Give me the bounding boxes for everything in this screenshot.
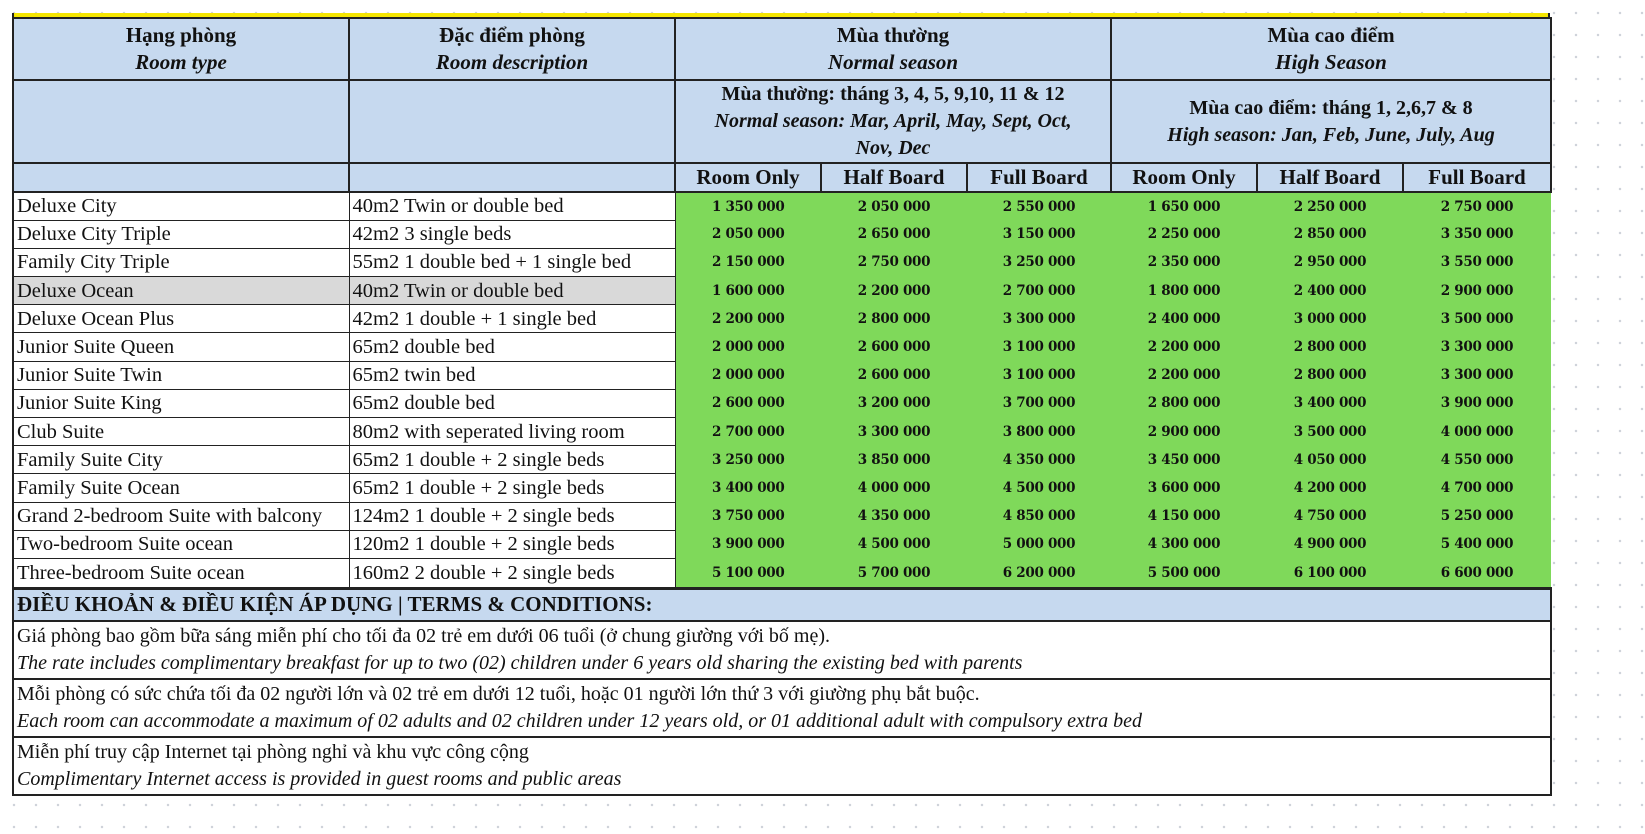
room-name: Deluxe Ocean Plus: [13, 305, 349, 333]
price-high-room-only: 3 450 000: [1111, 446, 1257, 474]
price-high-full-board: 3 900 000: [1403, 389, 1551, 417]
price-high-half-board: 2 950 000: [1257, 248, 1403, 276]
room-row: [13, 530, 1551, 558]
price-high-full-board: 4 700 000: [1403, 474, 1551, 502]
price-normal-full-board: 3 700 000: [967, 389, 1111, 417]
price-high-half-board: 4 750 000: [1257, 502, 1403, 530]
high-season-months: [1111, 80, 1551, 163]
room-rows: [13, 192, 1551, 588]
room-row: [13, 248, 1551, 276]
price-high-room-only: 2 900 000: [1111, 418, 1257, 446]
price-high-full-board: 4 550 000: [1403, 446, 1551, 474]
price-high-full-board: 2 750 000: [1403, 192, 1551, 220]
header-row-1: [13, 18, 1551, 80]
term-occupancy-en: Each room can accommodate a maximum of 02 adults and 02 children under 12 years old, or 01 additional adult with compulsory extra bed: [17, 710, 1143, 733]
price-high-room-only: 3 600 000: [1111, 474, 1257, 502]
price-normal-room-only: 2 000 000: [675, 361, 821, 389]
price-high-full-board: 2 900 000: [1403, 277, 1551, 305]
term-breakfast-en: The rate includes complimentary breakfast for up to two (02) children under 6 years old sharing the existing bed with parents: [17, 652, 1023, 675]
term-row: [13, 737, 1551, 795]
price-high-room-only: 4 150 000: [1111, 502, 1257, 530]
price-high-room-only: 2 200 000: [1111, 361, 1257, 389]
terms-section: [13, 588, 1551, 795]
price-high-half-board: 2 800 000: [1257, 333, 1403, 361]
price-high-full-board: 5 400 000: [1403, 530, 1551, 558]
room-description: 65m2 1 double + 2 single beds: [349, 474, 675, 502]
price-normal-room-only: 2 600 000: [675, 389, 821, 417]
plan-high-full-board: Full Board: [1403, 163, 1551, 192]
room-description: 40m2 Twin or double bed: [349, 277, 675, 305]
normal-season-header-en: Normal season: [827, 50, 959, 74]
term-row: [13, 679, 1551, 737]
room-name: Two-bedroom Suite ocean: [13, 530, 349, 558]
price-normal-half-board: 2 200 000: [821, 277, 967, 305]
room-description: 65m2 double bed: [349, 389, 675, 417]
room-name: Deluxe City: [13, 192, 349, 220]
room-row: [13, 220, 1551, 248]
price-high-half-board: 4 050 000: [1257, 446, 1403, 474]
room-description: 120m2 1 double + 2 single beds: [349, 530, 675, 558]
meal-plan-header-row: [13, 163, 1551, 192]
price-high-room-only: 5 500 000: [1111, 558, 1257, 588]
room-description-header-en: Room description: [435, 50, 589, 74]
price-high-room-only: 1 650 000: [1111, 192, 1257, 220]
room-name: Deluxe Ocean: [13, 277, 349, 305]
room-description-plan-blank: [349, 163, 675, 192]
normal-season-months-vi: Mùa thường: tháng 3, 4, 5, 9,10, 11 & 12: [721, 83, 1065, 105]
price-normal-room-only: 1 600 000: [675, 277, 821, 305]
price-high-room-only: 2 200 000: [1111, 333, 1257, 361]
price-high-half-board: 2 400 000: [1257, 277, 1403, 305]
price-high-half-board: 3 500 000: [1257, 418, 1403, 446]
room-name: Junior Suite Queen: [13, 333, 349, 361]
plan-normal-half-board: Half Board: [821, 163, 967, 192]
price-normal-room-only: 2 700 000: [675, 418, 821, 446]
price-normal-half-board: 2 750 000: [821, 248, 967, 276]
price-normal-full-board: 3 800 000: [967, 418, 1111, 446]
room-row: [13, 305, 1551, 333]
price-normal-half-board: 4 350 000: [821, 502, 967, 530]
price-normal-full-board: 4 350 000: [967, 446, 1111, 474]
room-name: Family Suite Ocean: [13, 474, 349, 502]
price-normal-full-board: 3 150 000: [967, 220, 1111, 248]
room-type-plan-blank: [13, 163, 349, 192]
price-normal-room-only: 3 900 000: [675, 530, 821, 558]
room-name: Junior Suite Twin: [13, 361, 349, 389]
high-season-header-en: High Season: [1275, 50, 1387, 74]
price-normal-half-board: 2 600 000: [821, 361, 967, 389]
price-high-full-board: 3 550 000: [1403, 248, 1551, 276]
price-high-full-board: 5 250 000: [1403, 502, 1551, 530]
plan-normal-full-board: Full Board: [967, 163, 1111, 192]
price-normal-half-board: 5 700 000: [821, 558, 967, 588]
price-high-half-board: 6 100 000: [1257, 558, 1403, 588]
price-high-half-board: 2 250 000: [1257, 192, 1403, 220]
room-type-header-en: Room type: [135, 50, 227, 74]
price-normal-full-board: 6 200 000: [967, 558, 1111, 588]
price-normal-full-board: 3 250 000: [967, 248, 1111, 276]
price-high-room-only: 2 350 000: [1111, 248, 1257, 276]
term-occupancy: [13, 679, 1551, 737]
room-description: 42m2 1 double + 1 single bed: [349, 305, 675, 333]
price-normal-half-board: 4 000 000: [821, 474, 967, 502]
price-normal-full-board: 2 700 000: [967, 277, 1111, 305]
room-description: 55m2 1 double bed + 1 single bed: [349, 248, 675, 276]
normal-season-months: [675, 80, 1111, 163]
room-name: Deluxe City Triple: [13, 220, 349, 248]
price-high-full-board: 3 300 000: [1403, 333, 1551, 361]
room-description: 124m2 1 double + 2 single beds: [349, 502, 675, 530]
normal-season-header: [675, 18, 1111, 80]
price-high-full-board: 3 300 000: [1403, 361, 1551, 389]
room-type-header-vi: Hạng phòng: [125, 23, 237, 47]
term-internet-vi: Miễn phí truy cập Internet tại phòng nghỉ và khu vực công cộng: [17, 740, 529, 763]
high-season-months-vi: Mùa cao điểm: tháng 1, 2,6,7 & 8: [1189, 96, 1473, 119]
price-normal-room-only: 1 350 000: [675, 192, 821, 220]
price-high-room-only: 1 800 000: [1111, 277, 1257, 305]
room-row: [13, 361, 1551, 389]
price-normal-full-board: 5 000 000: [967, 530, 1111, 558]
room-description-header-blank: [349, 80, 675, 163]
room-description: 40m2 Twin or double bed: [349, 192, 675, 220]
header-row-2: [13, 80, 1551, 163]
price-normal-half-board: 4 500 000: [821, 530, 967, 558]
price-high-half-board: 2 850 000: [1257, 220, 1403, 248]
room-row: [13, 389, 1551, 417]
room-name: Junior Suite King: [13, 389, 349, 417]
plan-high-room-only: Room Only: [1111, 163, 1257, 192]
price-normal-half-board: 3 850 000: [821, 446, 967, 474]
price-normal-full-board: 3 100 000: [967, 361, 1111, 389]
price-normal-room-only: 2 150 000: [675, 248, 821, 276]
term-breakfast: [13, 621, 1551, 679]
room-name: Family City Triple: [13, 248, 349, 276]
price-high-room-only: 2 800 000: [1111, 389, 1257, 417]
price-normal-half-board: 2 800 000: [821, 305, 967, 333]
price-high-full-board: 3 350 000: [1403, 220, 1551, 248]
room-row: [13, 333, 1551, 361]
room-description-header: [349, 18, 675, 80]
room-name: Family Suite City: [13, 446, 349, 474]
rate-sheet: [12, 13, 1550, 796]
plan-high-half-board: Half Board: [1257, 163, 1403, 192]
price-normal-room-only: 5 100 000: [675, 558, 821, 588]
price-high-full-board: 3 500 000: [1403, 305, 1551, 333]
room-name: Club Suite: [13, 418, 349, 446]
term-internet-en: Complimentary Internet access is provided in guest rooms and public areas: [17, 768, 622, 791]
terms-title: ĐIỀU KHOẢN & ĐIỀU KIỆN ÁP DỤNG | TERMS & CONDITIONS:: [13, 588, 1551, 621]
price-high-half-board: 3 000 000: [1257, 305, 1403, 333]
price-normal-room-only: 2 050 000: [675, 220, 821, 248]
term-breakfast-vi: Giá phòng bao gồm bữa sáng miễn phí cho tối đa 02 trẻ em dưới 06 tuổi (ở chung giường với bố mẹ).: [17, 624, 831, 647]
room-description: 42m2 3 single beds: [349, 220, 675, 248]
room-description-header-vi: Đặc điểm phòng: [439, 23, 585, 47]
room-name: Three-bedroom Suite ocean: [13, 558, 349, 588]
high-season-header-vi: Mùa cao điểm: [1267, 23, 1395, 47]
room-description: 65m2 double bed: [349, 333, 675, 361]
room-row: [13, 502, 1551, 530]
price-normal-room-only: 3 400 000: [675, 474, 821, 502]
high-season-months-en: High season: Jan, Feb, June, July, Aug: [1167, 123, 1495, 146]
price-high-half-board: 2 800 000: [1257, 361, 1403, 389]
price-normal-room-only: 2 000 000: [675, 333, 821, 361]
room-rate-table: [12, 17, 1552, 796]
room-row: [13, 474, 1551, 502]
term-internet: [13, 737, 1551, 795]
price-high-half-board: 3 400 000: [1257, 389, 1403, 417]
plan-normal-room-only: Room Only: [675, 163, 821, 192]
room-description: 160m2 2 double + 2 single beds: [349, 558, 675, 588]
price-normal-half-board: 2 600 000: [821, 333, 967, 361]
room-type-header: [13, 18, 349, 80]
room-name: Grand 2-bedroom Suite with balcony: [13, 502, 349, 530]
price-normal-half-board: 3 300 000: [821, 418, 967, 446]
price-high-half-board: 4 900 000: [1257, 530, 1403, 558]
normal-season-months-en: Normal season: Mar, April, May, Sept, Oct, Nov, Dec: [714, 110, 1072, 159]
room-row: [13, 558, 1551, 588]
price-normal-half-board: 2 650 000: [821, 220, 967, 248]
price-normal-full-board: 3 100 000: [967, 333, 1111, 361]
room-type-header-blank: [13, 80, 349, 163]
price-normal-full-board: 3 300 000: [967, 305, 1111, 333]
price-normal-room-only: 3 250 000: [675, 446, 821, 474]
price-high-room-only: 2 400 000: [1111, 305, 1257, 333]
price-normal-half-board: 3 200 000: [821, 389, 967, 417]
term-occupancy-vi: Mỗi phòng có sức chứa tối đa 02 người lớn và 02 trẻ em dưới 12 tuổi, hoặc 01 người lớn thứ 3 với giường phụ bắt buộc.: [17, 682, 980, 705]
price-normal-half-board: 2 050 000: [821, 192, 967, 220]
terms-header-row: [13, 588, 1551, 621]
price-high-room-only: 2 250 000: [1111, 220, 1257, 248]
price-normal-room-only: 3 750 000: [675, 502, 821, 530]
price-normal-full-board: 4 500 000: [967, 474, 1111, 502]
room-row: [13, 418, 1551, 446]
price-high-half-board: 4 200 000: [1257, 474, 1403, 502]
room-description: 80m2 with seperated living room: [349, 418, 675, 446]
price-high-full-board: 6 600 000: [1403, 558, 1551, 588]
room-row: [13, 446, 1551, 474]
term-row: [13, 621, 1551, 679]
room-description: 65m2 twin bed: [349, 361, 675, 389]
price-normal-full-board: 4 850 000: [967, 502, 1111, 530]
room-row: [13, 192, 1551, 220]
room-row: [13, 277, 1551, 305]
price-normal-room-only: 2 200 000: [675, 305, 821, 333]
price-normal-full-board: 2 550 000: [967, 192, 1111, 220]
normal-season-header-vi: Mùa thường: [836, 23, 950, 47]
price-high-full-board: 4 000 000: [1403, 418, 1551, 446]
room-description: 65m2 1 double + 2 single beds: [349, 446, 675, 474]
price-high-room-only: 4 300 000: [1111, 530, 1257, 558]
high-season-header: [1111, 18, 1551, 80]
